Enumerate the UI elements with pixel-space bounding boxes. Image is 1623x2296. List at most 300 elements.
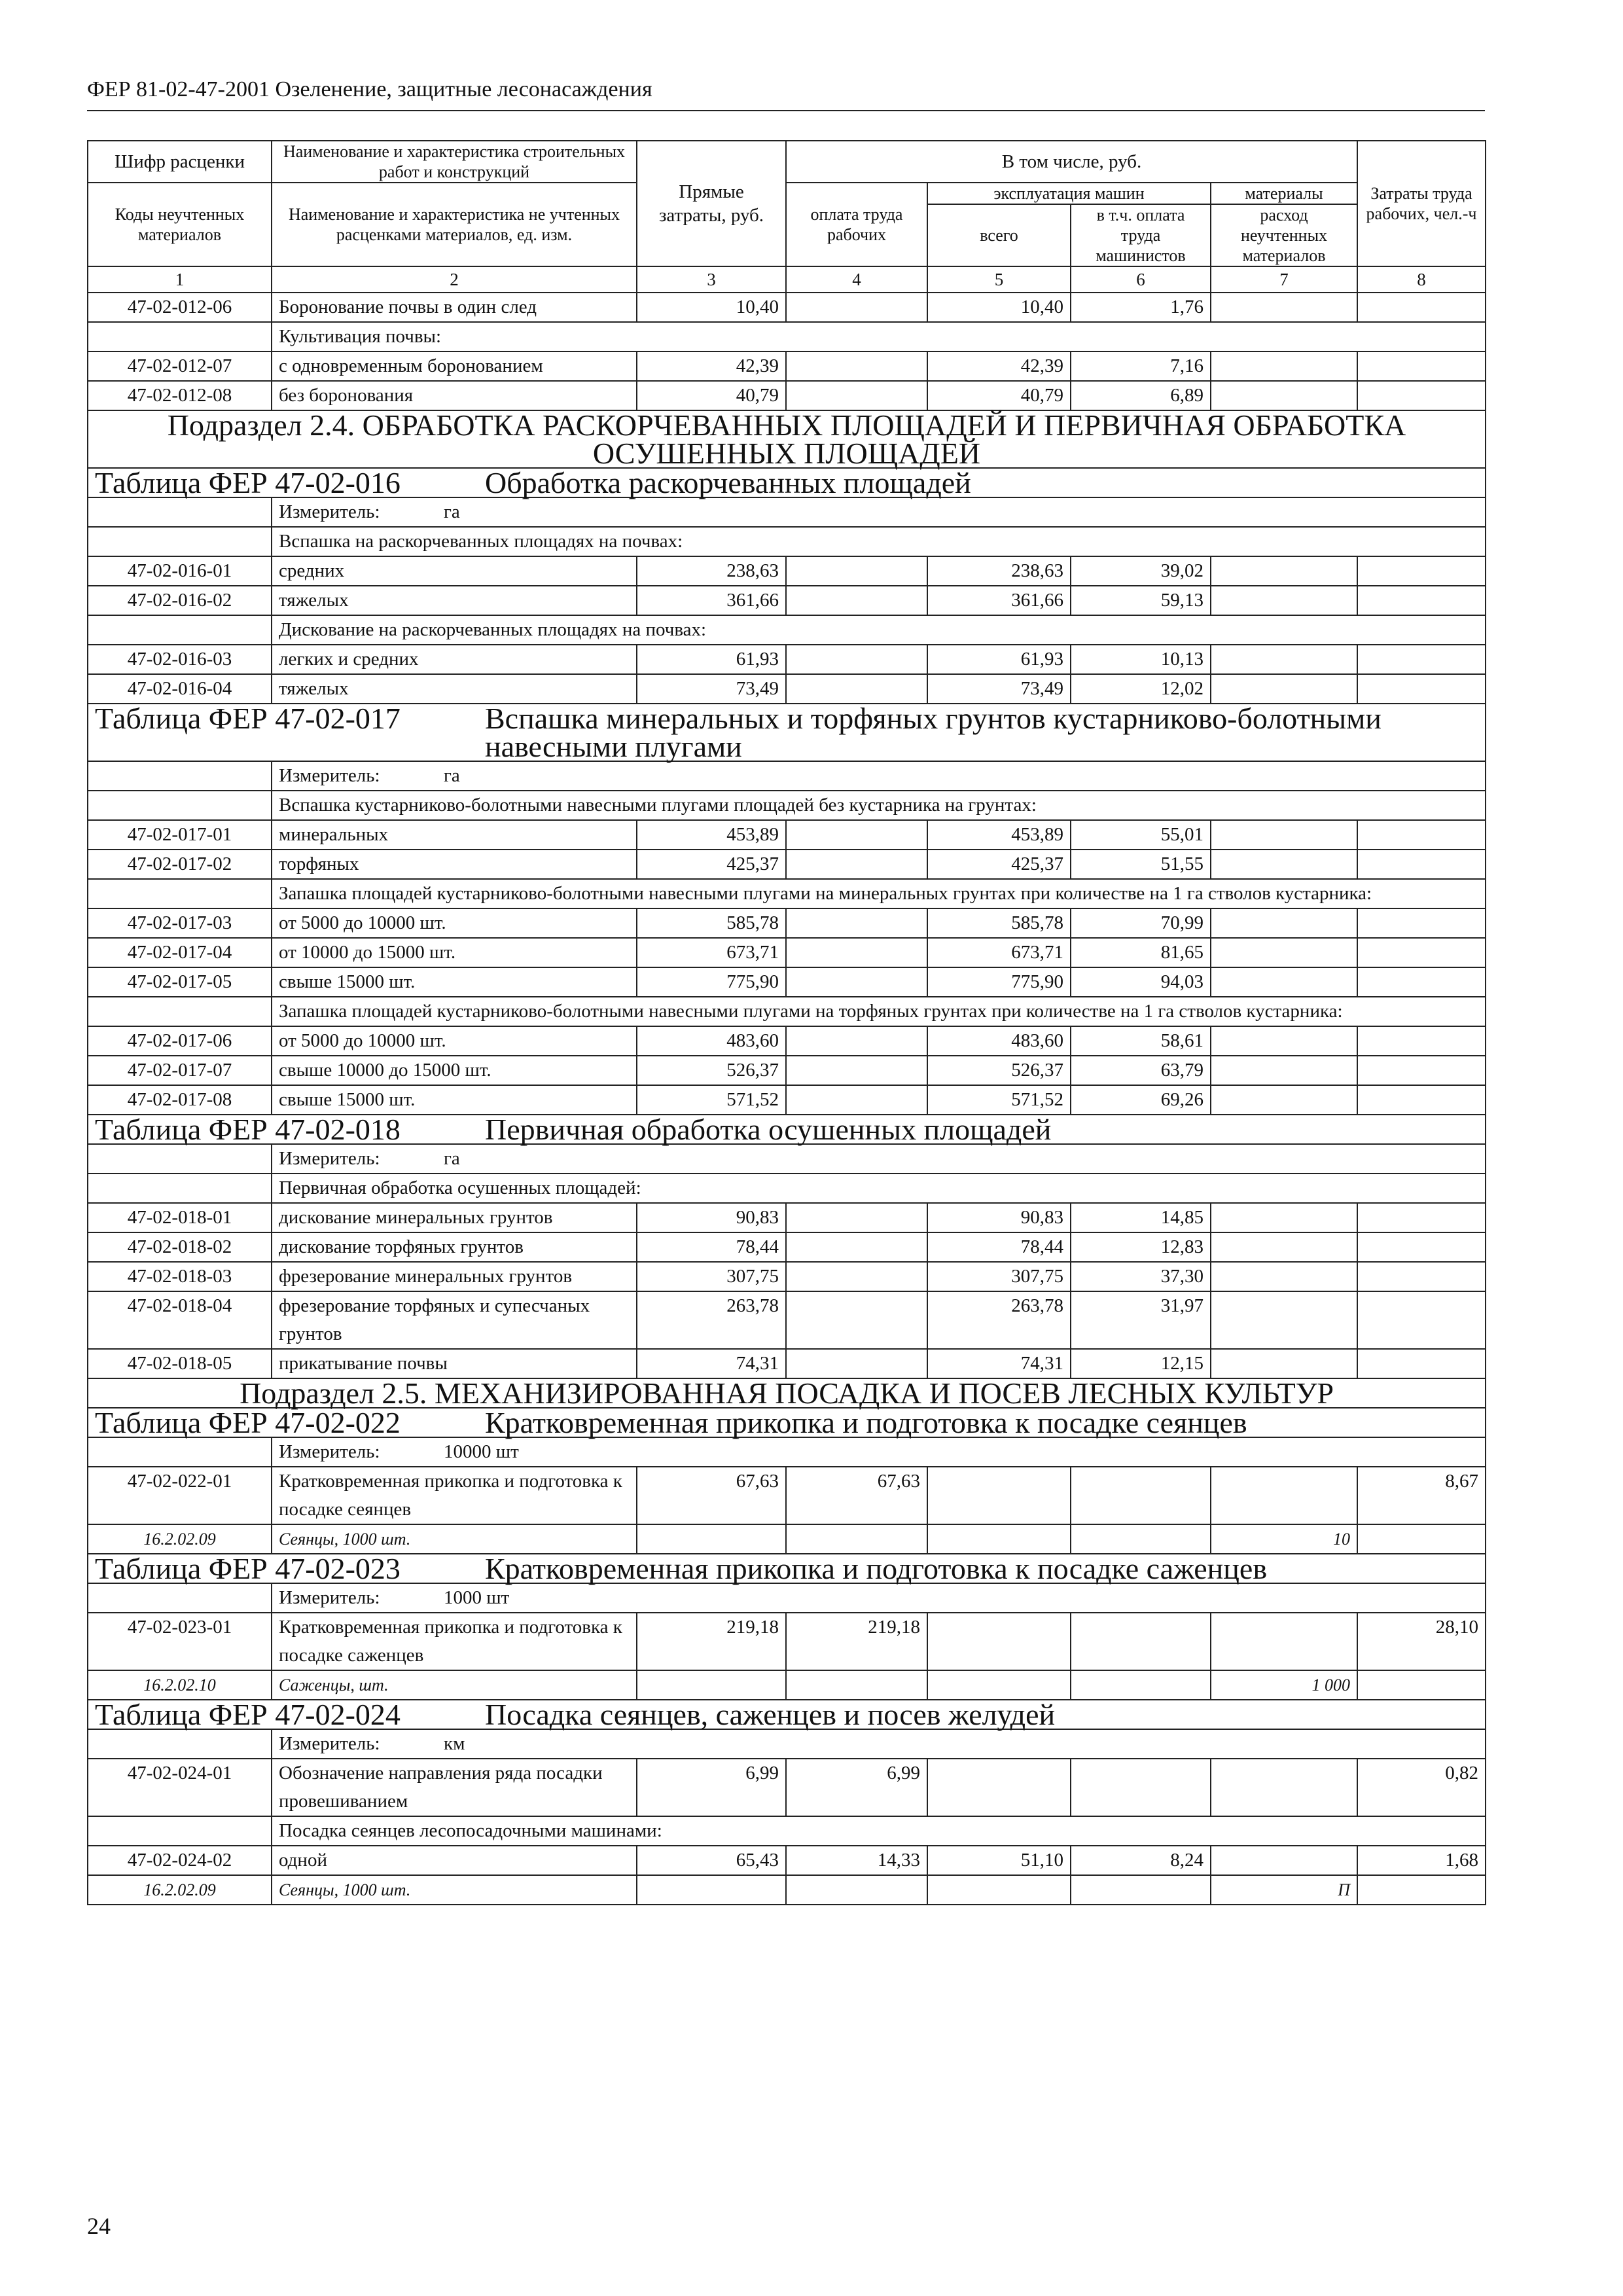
empty-cell [1357,1670,1486,1700]
materials-cost [1211,967,1357,997]
direct-cost: 263,78 [637,1291,786,1349]
machinist-wage: 51,55 [1071,850,1211,879]
group-heading: Вспашка кустарниково-болотными навесными плугами площадей без кустарника на грунтах: [272,791,1486,820]
table-title [88,1115,1486,1144]
rate-name: Кратковременная прикопка и подготовка к посадке сеянцев [272,1467,637,1524]
empty-cell [927,1670,1071,1700]
labor-cost [1357,1349,1486,1378]
table-row [88,1291,1486,1349]
rate-code: 47-02-018-01 [88,1203,272,1232]
measure-unit: км [444,1733,465,1754]
wage-cost [786,938,927,967]
table-name: Обработка раскорчеванных площадей [485,466,971,499]
measure-label: Измеритель: [279,765,380,786]
wage-cost [786,908,927,938]
materials-cost [1211,1085,1357,1115]
materials-cost [1211,938,1357,967]
empty-cell [88,997,272,1026]
direct-cost: 42,39 [637,351,786,381]
empty-cell [1071,1670,1211,1700]
empty-cell [88,527,272,556]
empty-cell [88,615,272,645]
measure-cell [272,1729,1486,1759]
materials-cost [1211,351,1357,381]
machinist-wage: 59,13 [1071,586,1211,615]
col-machinists: в т.ч. оплата труда машинистов [1071,204,1211,266]
labor-cost [1357,586,1486,615]
empty-cell [786,1524,927,1554]
table-row [88,1759,1486,1816]
machinist-wage: 39,02 [1071,556,1211,586]
labor-cost [1357,645,1486,674]
subsection-heading: Подраздел 2.4. ОБРАБОТКА РАСКОРЧЕВАННЫХ ПЛОЩАДЕЙ И ПЕРВИЧНАЯ ОБРАБОТКА ОСУШЕННЫХ ПЛОЩАДЕЙ [88,410,1486,468]
direct-cost: 67,63 [637,1467,786,1524]
empty-cell [88,1816,272,1846]
labor-cost [1357,938,1486,967]
table-row [88,1846,1486,1875]
machinist-wage: 55,01 [1071,820,1211,850]
table-number: Таблица ФЕР 47-02-017 [95,702,401,735]
wage-cost [786,1203,927,1232]
rate-name: средних [272,556,637,586]
table-title-row [88,1554,1486,1583]
labor-cost [1357,820,1486,850]
wage-cost [786,820,927,850]
measure-label: Измеритель: [279,1148,380,1169]
labor-cost [1357,674,1486,704]
rate-code: 47-02-017-03 [88,908,272,938]
labor-cost [1357,1291,1486,1349]
empty-cell [88,1583,272,1613]
rate-name: свыше 10000 до 15000 шт. [272,1056,637,1085]
direct-cost: 673,71 [637,938,786,967]
machine-cost [927,1467,1071,1524]
rate-code: 47-02-024-02 [88,1846,272,1875]
table-row [88,938,1486,967]
rate-name: одной [272,1846,637,1875]
col-materials-consumption: расход неучтенных материалов [1211,204,1357,266]
col-materials: материалы [1211,183,1357,204]
materials-cost [1211,293,1357,322]
labor-cost [1357,1232,1486,1262]
table-row [88,674,1486,704]
table-row [88,1085,1486,1115]
rate-code: 47-02-017-04 [88,938,272,967]
subsection-row [88,1378,1486,1408]
rate-code: 47-02-016-02 [88,586,272,615]
materials-cost [1211,1056,1357,1085]
measure-label: Измеритель: [279,501,380,522]
rate-name: тяжелых [272,586,637,615]
measure-row [88,1729,1486,1759]
subsection-heading: Подраздел 2.5. МЕХАНИЗИРОВАННАЯ ПОСАДКА И ПОСЕВ ЛЕСНЫХ КУЛЬТУР [88,1378,1486,1408]
table-body [88,293,1486,1905]
materials-cost [1211,586,1357,615]
rate-name: фрезерование торфяных и супесчаных грунтов [272,1291,637,1349]
machinist-wage: 81,65 [1071,938,1211,967]
machine-cost: 90,83 [927,1203,1071,1232]
group-heading: Посадка сеянцев лесопосадочными машинами: [272,1816,1486,1846]
table-header [88,141,1486,293]
table-number: Таблица ФЕР 47-02-018 [95,1113,401,1146]
rate-code: 47-02-012-08 [88,381,272,410]
measure-unit: 1000 шт [444,1587,510,1608]
measure-cell [272,1583,1486,1613]
group-heading: Культивация почвы: [272,322,1486,351]
rate-name: свыше 15000 шт. [272,1085,637,1115]
direct-cost: 483,60 [637,1026,786,1056]
machine-cost: 51,10 [927,1846,1071,1875]
table-row [88,908,1486,938]
direct-cost: 453,89 [637,820,786,850]
direct-cost: 238,63 [637,556,786,586]
rate-code: 47-02-023-01 [88,1613,272,1670]
rate-name: свыше 15000 шт. [272,967,637,997]
direct-cost: 65,43 [637,1846,786,1875]
material-row [88,1524,1486,1554]
rate-name: от 5000 до 10000 шт. [272,1026,637,1056]
rate-code: 47-02-016-04 [88,674,272,704]
machinist-wage: 12,15 [1071,1349,1211,1378]
empty-cell [88,1437,272,1467]
rate-name: Обозначение направления ряда посадки провешиванием [272,1759,637,1816]
col-name-top: Наименование и характеристика строительных работ и конструкций [272,141,637,183]
table-name: Первичная обработка осушенных площадей [485,1113,1052,1146]
empty-cell [637,1875,786,1905]
table-title-row [88,1408,1486,1437]
materials-cost [1211,820,1357,850]
group-heading: Первичная обработка осушенных площадей: [272,1174,1486,1203]
empty-cell [1071,1875,1211,1905]
labor-cost [1357,1262,1486,1291]
wage-cost [786,1262,927,1291]
measure-row [88,1437,1486,1467]
machinist-wage: 58,61 [1071,1026,1211,1056]
empty-cell [88,791,272,820]
table-row [88,1467,1486,1524]
machinist-wage: 31,97 [1071,1291,1211,1349]
rate-code: 47-02-017-01 [88,820,272,850]
table-row [88,1262,1486,1291]
table-row [88,1232,1486,1262]
machinist-wage: 37,30 [1071,1262,1211,1291]
machinist-wage [1071,1613,1211,1670]
measure-cell [272,497,1486,527]
rates-table [87,140,1486,1905]
group-row [88,1174,1486,1203]
col-index: 8 [1357,266,1486,293]
table-row [88,351,1486,381]
material-code: 16.2.02.09 [88,1524,272,1554]
group-heading: Дискование на раскорчеванных площадях на почвах: [272,615,1486,645]
measure-label: Измеритель: [279,1441,380,1462]
table-row [88,645,1486,674]
labor-cost [1357,1203,1486,1232]
empty-cell [637,1524,786,1554]
direct-cost: 571,52 [637,1085,786,1115]
wage-cost [786,1056,927,1085]
machine-cost: 673,71 [927,938,1071,967]
rate-name: минеральных [272,820,637,850]
rate-code: 47-02-012-07 [88,351,272,381]
table-number: Таблица ФЕР 47-02-016 [95,466,401,499]
machine-cost: 775,90 [927,967,1071,997]
table-name: Вспашка минеральных и торфяных грунтов кустарниково-болотными навесными плугами [485,702,1382,763]
machinist-wage: 6,89 [1071,381,1211,410]
empty-cell [1357,1875,1486,1905]
materials-cost [1211,1467,1357,1524]
labor-cost: 8,67 [1357,1467,1486,1524]
wage-cost [786,850,927,879]
rate-name: от 10000 до 15000 шт. [272,938,637,967]
rate-name: прикатывание почвы [272,1349,637,1378]
machinist-wage [1071,1759,1211,1816]
machinist-wage: 7,16 [1071,351,1211,381]
empty-cell [88,1174,272,1203]
subsection-row [88,410,1486,468]
measure-cell [272,1144,1486,1174]
machinist-wage: 10,13 [1071,645,1211,674]
materials-cost [1211,1203,1357,1232]
measure-label: Измеритель: [279,1587,380,1608]
document-title: ФЕР 81-02-47-2001 Озеленение, защитные лесонасаждения [87,77,652,101]
direct-cost: 425,37 [637,850,786,879]
machine-cost: 425,37 [927,850,1071,879]
materials-cost [1211,645,1357,674]
wage-cost: 14,33 [786,1846,927,1875]
table-row [88,1613,1486,1670]
rate-name: дискование торфяных грунтов [272,1232,637,1262]
machinist-wage: 94,03 [1071,967,1211,997]
table-title [88,704,1486,761]
group-heading: Запашка площадей кустарниково-болотными навесными плугами на торфяных грунтах при количестве на 1 га стволов кустарника: [272,997,1486,1026]
col-index: 7 [1211,266,1357,293]
machinist-wage: 12,83 [1071,1232,1211,1262]
group-row [88,322,1486,351]
labor-cost: 0,82 [1357,1759,1486,1816]
material-name: Саженцы, шт. [272,1670,637,1700]
machine-cost [927,1613,1071,1670]
table-title [88,1700,1486,1729]
rate-code: 47-02-017-05 [88,967,272,997]
rate-code: 47-02-022-01 [88,1467,272,1524]
machinist-wage: 63,79 [1071,1056,1211,1085]
machine-cost: 361,66 [927,586,1071,615]
machine-cost: 453,89 [927,820,1071,850]
wage-cost [786,1026,927,1056]
machine-cost [927,1759,1071,1816]
wage-cost [786,674,927,704]
rate-code: 47-02-012-06 [88,293,272,322]
group-row [88,879,1486,908]
col-code-top: Шифр расценки [88,141,272,183]
labor-cost [1357,908,1486,938]
empty-cell [927,1875,1071,1905]
group-row [88,527,1486,556]
measure-unit: га [444,765,460,786]
labor-cost [1357,351,1486,381]
page-number: 24 [87,2213,111,2239]
direct-cost: 219,18 [637,1613,786,1670]
col-name-bottom: Наименование и характеристика не учтенных расценками материалов, ед. изм. [272,183,637,266]
wage-cost [786,556,927,586]
rate-code: 47-02-017-07 [88,1056,272,1085]
materials-cost [1211,850,1357,879]
direct-cost: 361,66 [637,586,786,615]
wage-cost [786,351,927,381]
wage-cost [786,1232,927,1262]
labor-cost [1357,850,1486,879]
group-row [88,615,1486,645]
machine-cost: 74,31 [927,1349,1071,1378]
material-row [88,1670,1486,1700]
rate-name: от 5000 до 10000 шт. [272,908,637,938]
materials-cost [1211,908,1357,938]
materials-cost [1211,1291,1357,1349]
col-index: 1 [88,266,272,293]
labor-cost [1357,1085,1486,1115]
col-machines-total: всего [927,204,1071,266]
machine-cost: 78,44 [927,1232,1071,1262]
empty-cell [88,497,272,527]
materials-cost [1211,674,1357,704]
labor-cost: 28,10 [1357,1613,1486,1670]
group-heading: Вспашка на раскорчеванных площадях на почвах: [272,527,1486,556]
material-name: Сеянцы, 1000 шт. [272,1524,637,1554]
col-index: 3 [637,266,786,293]
col-index: 5 [927,266,1071,293]
material-consumption: П [1211,1875,1357,1905]
rate-code: 47-02-016-01 [88,556,272,586]
materials-cost [1211,1349,1357,1378]
wage-cost [786,293,927,322]
labor-cost [1357,381,1486,410]
machine-cost: 73,49 [927,674,1071,704]
group-heading: Запашка площадей кустарниково-болотными навесными плугами на минеральных грунтах при количестве на 1 га стволов кустарника: [272,879,1486,908]
table-row [88,1349,1486,1378]
rate-code: 47-02-018-02 [88,1232,272,1262]
machine-cost: 40,79 [927,381,1071,410]
wage-cost [786,967,927,997]
machine-cost: 571,52 [927,1085,1071,1115]
group-row [88,1816,1486,1846]
rate-name: легких и средних [272,645,637,674]
materials-cost [1211,1232,1357,1262]
table-name: Посадка сеянцев, саженцев и посев желудей [485,1698,1056,1731]
materials-cost [1211,1846,1357,1875]
measure-unit: га [444,1148,460,1169]
group-row [88,997,1486,1026]
table-title [88,1554,1486,1583]
measure-row [88,1144,1486,1174]
material-consumption: 1 000 [1211,1670,1357,1700]
machine-cost: 10,40 [927,293,1071,322]
rate-name: без боронования [272,381,637,410]
machine-cost: 307,75 [927,1262,1071,1291]
table-title-row [88,1115,1486,1144]
direct-cost: 6,99 [637,1759,786,1816]
direct-cost: 61,93 [637,645,786,674]
empty-cell [88,1729,272,1759]
empty-cell [786,1875,927,1905]
rate-code: 47-02-018-04 [88,1291,272,1349]
table-row [88,1056,1486,1085]
material-row [88,1875,1486,1905]
direct-cost: 73,49 [637,674,786,704]
empty-cell [1071,1524,1211,1554]
col-direct: Прямые затраты, руб. [637,141,786,266]
rate-code: 47-02-024-01 [88,1759,272,1816]
wage-cost [786,1291,927,1349]
table-name: Кратковременная прикопка и подготовка к посадке саженцев [485,1552,1268,1585]
table-title-row [88,704,1486,761]
measure-unit: 10000 шт [444,1441,519,1462]
table-title [88,468,1486,497]
wage-cost [786,1349,927,1378]
table-row [88,1026,1486,1056]
wage-cost: 6,99 [786,1759,927,1816]
table-row [88,967,1486,997]
machine-cost: 263,78 [927,1291,1071,1349]
table-number: Таблица ФЕР 47-02-024 [95,1698,401,1731]
wage-cost: 219,18 [786,1613,927,1670]
col-labor: Затраты труда рабочих, чел.-ч [1357,141,1486,266]
materials-cost [1211,1026,1357,1056]
direct-cost: 526,37 [637,1056,786,1085]
machine-cost: 42,39 [927,351,1071,381]
measure-row [88,761,1486,791]
table-title-row [88,468,1486,497]
direct-cost: 90,83 [637,1203,786,1232]
machinist-wage: 12,02 [1071,674,1211,704]
table-row [88,1203,1486,1232]
labor-cost [1357,967,1486,997]
labor-cost [1357,1056,1486,1085]
direct-cost: 74,31 [637,1349,786,1378]
machine-cost: 483,60 [927,1026,1071,1056]
machinist-wage: 70,99 [1071,908,1211,938]
wage-cost: 67,63 [786,1467,927,1524]
direct-cost: 40,79 [637,381,786,410]
col-machines: эксплуатация машин [927,183,1211,204]
table-number: Таблица ФЕР 47-02-022 [95,1406,401,1439]
machine-cost: 238,63 [927,556,1071,586]
table-title [88,1408,1486,1437]
machinist-wage: 14,85 [1071,1203,1211,1232]
rate-name: дискование минеральных грунтов [272,1203,637,1232]
machinist-wage: 1,76 [1071,293,1211,322]
empty-cell [786,1670,927,1700]
materials-cost [1211,1759,1357,1816]
empty-cell [927,1524,1071,1554]
table-number: Таблица ФЕР 47-02-023 [95,1552,401,1585]
machinist-wage [1071,1467,1211,1524]
rate-name: Кратковременная прикопка и подготовка к посадке саженцев [272,1613,637,1670]
rate-name: тяжелых [272,674,637,704]
direct-cost: 307,75 [637,1262,786,1291]
empty-cell [1357,1524,1486,1554]
wage-cost [786,381,927,410]
labor-cost [1357,556,1486,586]
rate-name: торфяных [272,850,637,879]
machine-cost: 526,37 [927,1056,1071,1085]
measure-unit: га [444,501,460,522]
rate-code: 47-02-017-02 [88,850,272,879]
machine-cost: 585,78 [927,908,1071,938]
machine-cost: 61,93 [927,645,1071,674]
measure-row [88,1583,1486,1613]
empty-cell [88,322,272,351]
